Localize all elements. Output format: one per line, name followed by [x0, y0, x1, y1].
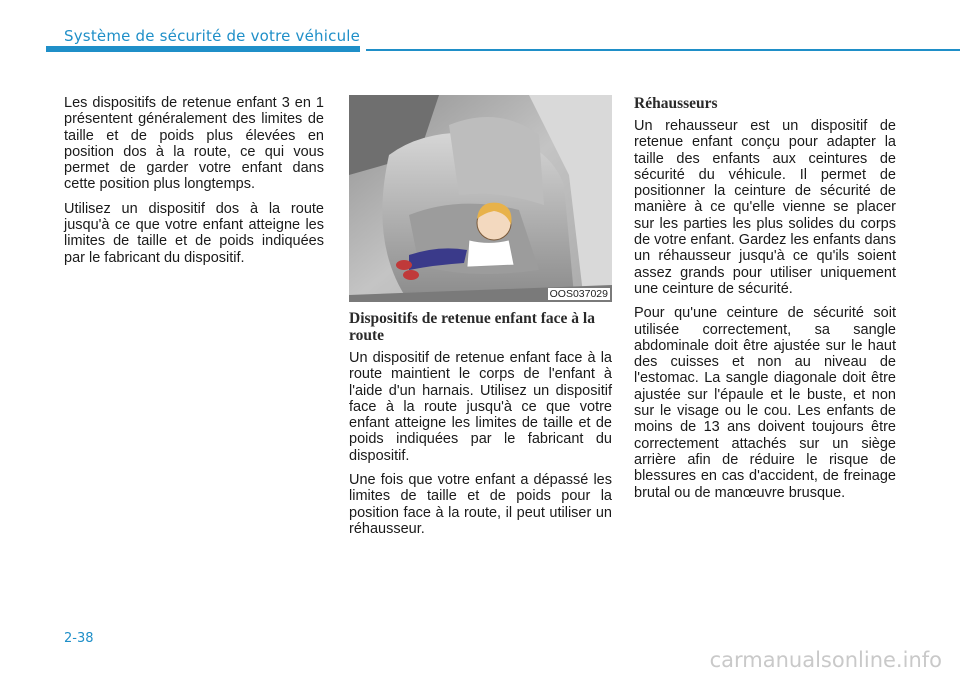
paragraph: Un dispositif de retenue enfant face à la route maintient le corps de l'enfant à l'aide d'un harnais. Utilisez un dispositif face à la route jusqu'à ce que votre enfant atteigne les limites de taille et de poids indiquées par le fabricant du dispositif.: [349, 350, 612, 464]
section-heading: Dispositifs de retenue enfant face à la route: [349, 310, 595, 344]
paragraph: Les dispositifs de retenue enfant 3 en 1 présentent généralement des limites de taille et de poids plus élevées en position dos à la route, ce qui vous permet de garder votre enfant dans cette position plus longtemps.: [64, 95, 324, 193]
page-number: 2-38: [64, 631, 94, 646]
text-column-3: [634, 95, 896, 509]
header-rule-thin: [366, 49, 960, 51]
paragraph: Pour qu'une ceinture de sécurité soit utilisée correctement, sa sangle abdominale doit être ajustée sur le haut des cuisses et non au niveau de l'estomac. La sangle diagonale doit être ajustée sur l'épaule et le buste, et non sur le visage ou le cou. Les enfants de moins de 13 ans doivent toujours être correctement attachés sur un siège arrière afin de réduire le risque de blessures en cas d'accident, de freinage brutal ou de manœuvre brusque.: [634, 305, 896, 501]
paragraph: Utilisez un dispositif dos à la route jusqu'à ce que votre enfant atteigne les limites de taille et de poids indiquées par le fabricant du dispositif.: [64, 200, 324, 266]
paragraph: Une fois que votre enfant a dépassé les limites de taille et de poids pour la position face à la route, il peut utiliser un réhausseur.: [349, 472, 612, 537]
child-seat-drawing: [349, 95, 612, 302]
text-column-1: [64, 95, 324, 274]
child-seat-illustration: [349, 95, 612, 302]
watermark: carmanualsonline.info: [709, 648, 942, 672]
paragraph: Un rehausseur est un dispositif de retenue enfant conçu pour adapter la taille des enfants aux ceintures de sécurité du véhicule. Il permet de positionner la ceinture de sécurité de manière à ce qu'elle vienne se placer sur les parties les plus solides du corps de votre enfant. Gardez les enfants dans un réhausseur jusqu'à ce qu'ils soient assez grands pour utiliser uniquement une ceinture de sécurité.: [634, 118, 896, 297]
figure-code-label: OOS037029: [549, 288, 608, 300]
section-title: Système de sécurité de votre véhicule: [64, 27, 361, 45]
header-rule-thick: [46, 46, 360, 52]
section-heading: Réhausseurs: [634, 95, 718, 112]
text-column-2: [349, 310, 612, 545]
